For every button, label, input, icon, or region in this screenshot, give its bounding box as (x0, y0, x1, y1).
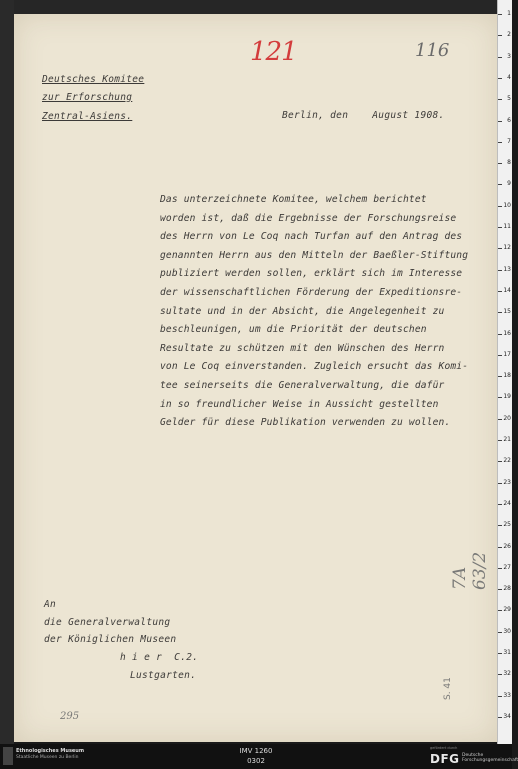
scale-ruler (497, 0, 512, 744)
ruler-tick-label: 2 (507, 31, 511, 39)
funder-name: Deutsche Forschungsgemeinschaft (462, 753, 518, 763)
body-line-10: von Le Coq einverstanden. Zugleich ersucht das Komi- (160, 361, 469, 373)
ruler-tick-mark (498, 163, 502, 164)
ruler-tick-label: 10 (503, 201, 511, 209)
ruler-tick-label: 22 (503, 457, 511, 465)
ruler-tick-mark (498, 99, 502, 100)
ruler-tick-mark (498, 312, 502, 313)
address-line-1: An (44, 599, 57, 610)
ruler-tick-mark (498, 568, 502, 569)
ruler-tick-mark (498, 57, 502, 58)
ruler-tick-mark (498, 227, 502, 228)
ruler-tick-label: 29 (503, 606, 511, 614)
ruler-tick-mark (498, 248, 502, 249)
body-line-5: publiziert werden sollen, erklärt sich im Interesse (160, 268, 463, 280)
ruler-tick-label: 12 (503, 244, 511, 252)
ruler-tick-label: 4 (507, 73, 511, 81)
ruler-tick-label: 28 (503, 585, 511, 593)
document-page (14, 14, 498, 742)
ruler-tick-label: 5 (507, 95, 511, 103)
folio-number-red: 121 (250, 37, 297, 67)
margin-note-bottom: 295 (60, 711, 80, 722)
ruler-tick-mark (498, 355, 502, 356)
funder-logo: DFG (430, 752, 460, 766)
ruler-tick-label: 31 (503, 649, 511, 656)
ruler-tick-mark (498, 674, 502, 675)
ruler-tick-label: 18 (503, 372, 511, 380)
ruler-tick-mark (498, 547, 502, 548)
institution-name: Ethnologisches Museum (16, 748, 85, 754)
body-line-3: des Herrn von Le Coq nach Turfan auf den Antrag des (160, 231, 463, 243)
letterhead-line-3: Zentral-Asiens. (42, 111, 133, 122)
ruler-tick-label: 7 (507, 137, 511, 145)
address-line-3: der Königlichen Museen (44, 634, 177, 645)
scan-left-edge (0, 0, 14, 744)
address-line-2: die Generalverwaltung (44, 617, 171, 628)
ruler-tick-label: 21 (503, 436, 511, 443)
ruler-tick-mark (498, 419, 502, 420)
letterhead-line-2: zur Erforschung (42, 92, 133, 103)
ruler-tick-label: 19 (503, 393, 511, 401)
ruler-tick-label: 6 (507, 116, 511, 124)
dateline: Berlin, den August 1908. (282, 110, 445, 121)
signature-line-2: 0302 (247, 757, 265, 765)
funder-caption: gefördert durch (430, 746, 458, 750)
body-line-1: Das unterzeichnete Komitee, welchem berichtet (160, 194, 427, 205)
body-line-7: sultate und in der Absicht, die Angelegenheit zu (160, 305, 445, 317)
ruler-tick-label: 24 (503, 499, 511, 507)
ruler-tick-label: 14 (503, 286, 511, 294)
ruler-tick-mark (498, 483, 502, 484)
ruler-tick-label: 15 (503, 308, 511, 316)
ruler-tick-mark (498, 291, 502, 292)
institution-subtitle: Staatliche Museen zu Berlin (16, 755, 79, 760)
ruler-tick-mark (498, 206, 502, 207)
letterhead-line-1: Deutsches Komitee (42, 74, 145, 85)
body-line-4: genannten Herrn aus den Mitteln der Baeßler-Stiftung (160, 249, 469, 261)
ruler-tick-label: 23 (503, 478, 511, 486)
ruler-tick-label: 16 (503, 329, 511, 337)
ruler-tick-mark (498, 504, 502, 505)
body-line-11: tee seinerseits die Generalverwaltung, die dafür (160, 380, 445, 391)
address-line-5: Lustgarten. (130, 670, 197, 681)
ruler-tick-mark (498, 397, 502, 398)
body-line-2: worden ist, daß die Ergebnisse der Forschungsreise (160, 212, 457, 224)
ruler-tick-label: 34 (503, 712, 511, 720)
ruler-tick-mark (498, 184, 502, 185)
ruler-tick-mark (498, 376, 502, 377)
ruler-tick-mark (498, 653, 502, 654)
margin-note-side: 7A 63/2 (450, 551, 490, 590)
margin-note-small: S. 41 (443, 677, 453, 700)
scan-top-edge (0, 0, 512, 14)
ruler-tick-mark (498, 461, 502, 462)
ruler-tick-label: 30 (503, 627, 511, 635)
ruler-tick-mark (498, 78, 502, 79)
ruler-tick-label: 32 (503, 670, 511, 678)
ruler-tick-mark (498, 270, 502, 271)
ruler-tick-mark (498, 632, 502, 633)
ruler-tick-label: 25 (503, 521, 511, 529)
ruler-tick-label: 13 (503, 265, 511, 273)
body-line-8: beschleunigen, um die Priorität der deutschen (160, 324, 427, 336)
ruler-tick-mark (498, 610, 502, 611)
body-line-12: in so freundlicher Weise in Aussicht gestellten (160, 398, 439, 410)
ruler-tick-label: 17 (503, 350, 511, 358)
ruler-tick-mark (498, 142, 502, 143)
ruler-tick-mark (498, 121, 502, 122)
ruler-tick-label: 9 (507, 180, 511, 188)
ruler-tick-label: 11 (503, 223, 511, 230)
ruler-tick-mark (498, 696, 502, 697)
ruler-tick-label: 33 (503, 691, 511, 699)
ruler-tick-label: 8 (507, 159, 511, 167)
folio-number-pencil: 116 (415, 40, 450, 61)
ruler-tick-mark (498, 14, 502, 15)
body-line-6: der wissenschaftlichen Förderung der Expeditionsre- (160, 287, 463, 298)
ruler-tick-mark (498, 525, 502, 526)
ruler-tick-label: 1 (507, 10, 511, 17)
ruler-tick-mark (498, 717, 502, 718)
ruler-tick-mark (498, 334, 502, 335)
ruler-tick-mark (498, 440, 502, 441)
ruler-tick-label: 27 (503, 563, 511, 571)
scan-footer (0, 744, 518, 769)
body-line-13: Gelder für diese Publikation verwenden zu wollen. (160, 417, 451, 429)
ruler-tick-mark (498, 35, 502, 36)
ruler-tick-label: 26 (503, 542, 511, 550)
signature-line-1: IMV 1260 (239, 747, 273, 755)
ruler-tick-label: 3 (507, 52, 511, 60)
ruler-tick-mark (498, 589, 502, 590)
ruler-tick-label: 20 (503, 414, 511, 422)
body-line-9: Resultate zu schützen mit den Wünschen des Herrn (160, 342, 445, 354)
address-line-4: h i e r C.2. (120, 652, 199, 663)
